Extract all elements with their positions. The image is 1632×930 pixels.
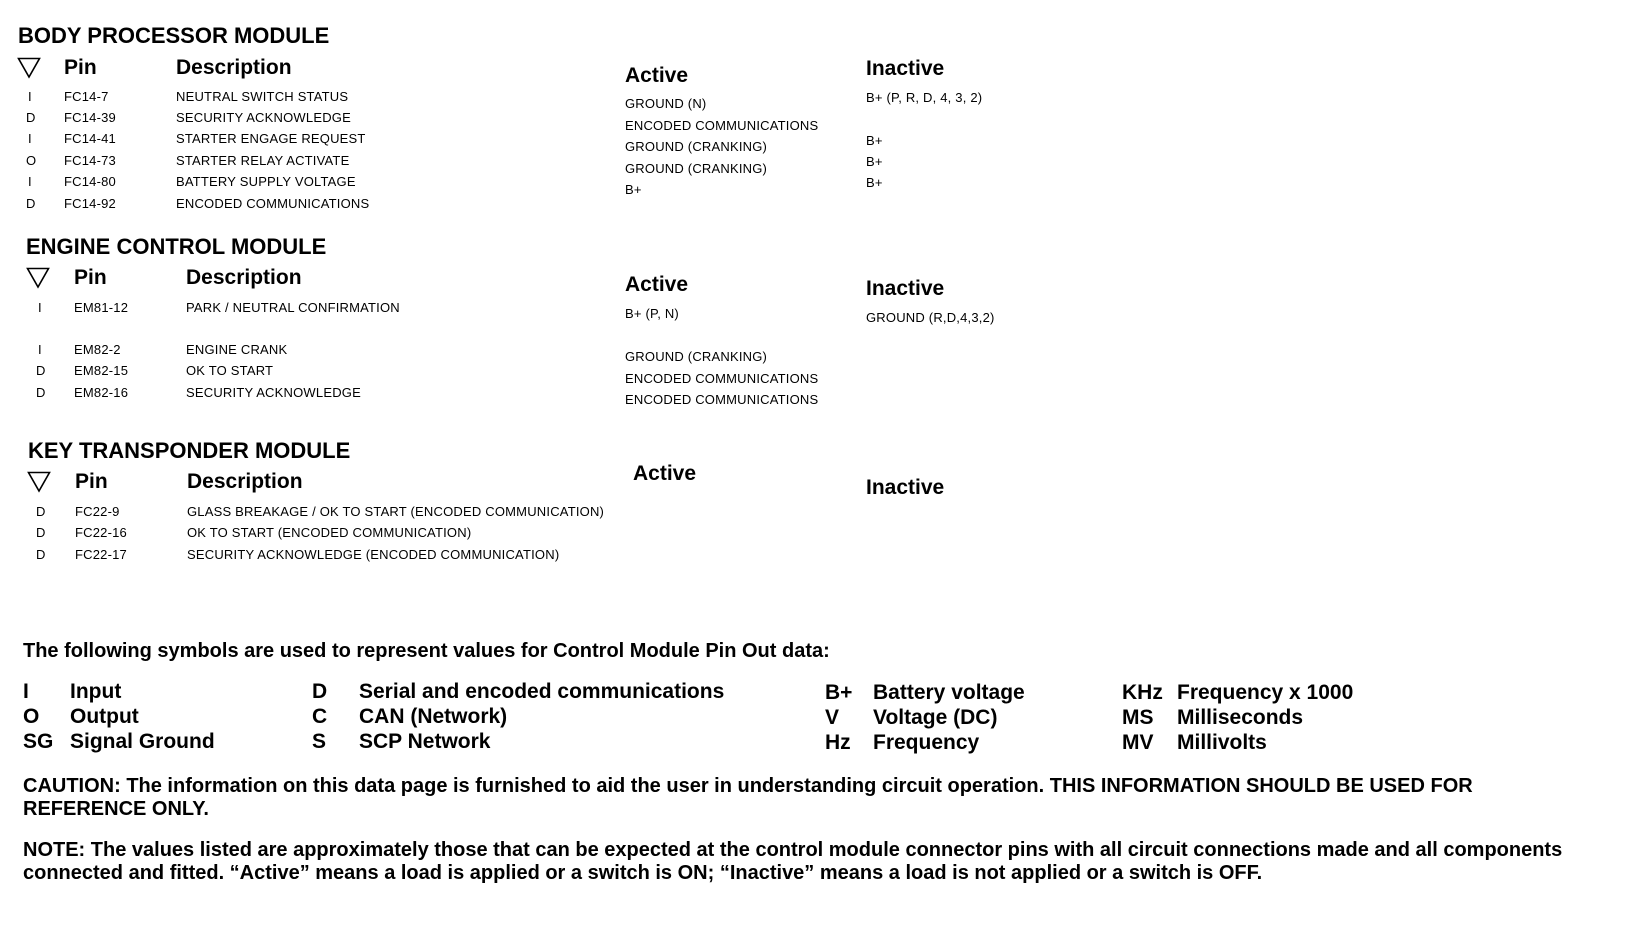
legend-symbol: V: [825, 706, 840, 729]
legend-symbol: D: [312, 680, 328, 703]
row-description: PARK / NEUTRAL CONFIRMATION: [186, 300, 400, 315]
row-type: D: [36, 363, 46, 378]
legend-meaning: Output: [70, 705, 139, 728]
row-description: STARTER RELAY ACTIVATE: [176, 153, 350, 168]
section-title: KEY TRANSPONDER MODULE: [28, 438, 351, 463]
row-pin: FC14-41: [64, 131, 116, 146]
triangle-icon: [17, 57, 41, 79]
section-title: ENGINE CONTROL MODULE: [26, 234, 327, 259]
active-header: Active: [625, 273, 689, 296]
pin-header: Pin: [74, 266, 107, 289]
legend-meaning: Signal Ground: [70, 730, 215, 753]
description-header: Description: [187, 470, 303, 493]
row-active: ENCODED COMMUNICATIONS: [625, 392, 819, 407]
row-inactive: B+: [866, 133, 883, 148]
row-type: I: [28, 174, 32, 189]
row-description: GLASS BREAKAGE / OK TO START (ENCODED COMMUNICATION): [187, 504, 605, 519]
row-type: I: [38, 342, 42, 357]
row-active: GROUND (CRANKING): [625, 349, 768, 364]
row-active: ENCODED COMMUNICATIONS: [625, 118, 819, 133]
row-description: NEUTRAL SWITCH STATUS: [176, 89, 349, 104]
inactive-header: Inactive: [866, 277, 945, 300]
legend-symbol: KHz: [1122, 681, 1163, 704]
inactive-header: Inactive: [866, 476, 945, 499]
row-description: ENGINE CRANK: [186, 342, 288, 357]
row-pin: EM81-12: [74, 300, 129, 315]
inactive-header: Inactive: [866, 57, 945, 80]
description-header: Description: [176, 56, 292, 79]
row-inactive: GROUND (R,D,4,3,2): [866, 310, 995, 325]
row-pin: EM82-2: [74, 342, 121, 357]
row-pin: FC22-17: [75, 547, 127, 562]
legend-meaning: Frequency x 1000: [1177, 681, 1354, 704]
row-pin: FC14-39: [64, 110, 116, 125]
row-type: D: [36, 525, 46, 540]
active-header: Active: [625, 64, 689, 87]
row-pin: FC14-7: [64, 89, 109, 104]
legend-symbol: MV: [1122, 731, 1154, 754]
row-type: D: [36, 547, 46, 562]
caution-text: CAUTION: The information on this data page is furnished to aid the user in understanding circuit operation. THIS INFORMATION SHOULD BE USED FOR REFERENCE ONLY.: [23, 775, 1473, 820]
row-inactive: B+: [866, 175, 883, 190]
row-active: B+ (P, N): [625, 306, 679, 321]
row-type: D: [26, 196, 36, 211]
row-description: STARTER ENGAGE REQUEST: [176, 131, 366, 146]
row-description: OK TO START: [186, 363, 274, 378]
row-active: B+: [625, 182, 642, 197]
row-active: GROUND (CRANKING): [625, 161, 768, 176]
pin-header: Pin: [64, 56, 97, 79]
row-active: GROUND (N): [625, 96, 707, 111]
legend-meaning: Milliseconds: [1177, 706, 1304, 729]
row-type: I: [28, 131, 32, 146]
row-pin: FC14-92: [64, 196, 116, 211]
row-pin: FC22-9: [75, 504, 120, 519]
note-text: NOTE: The values listed are approximately those that can be expected at the control module connector pins with all circuit connections made and all components connected and fitted. “Active” means a load is applied or a switch is ON; “Inactive” means a load is not applied or a switch is OFF.: [23, 839, 1563, 884]
row-description: BATTERY SUPPLY VOLTAGE: [176, 174, 356, 189]
row-pin: FC22-16: [75, 525, 127, 540]
legend-symbol: Hz: [825, 731, 851, 754]
legend-symbol: I: [23, 680, 29, 703]
triangle-icon: [27, 471, 51, 493]
legend-symbol: C: [312, 705, 328, 728]
row-type: D: [36, 504, 46, 519]
legend-meaning: SCP Network: [359, 730, 491, 753]
row-inactive: B+: [866, 154, 883, 169]
legend-meaning: Battery voltage: [873, 681, 1025, 704]
row-type: D: [26, 110, 36, 125]
row-inactive: B+ (P, R, D, 4, 3, 2): [866, 90, 983, 105]
active-header: Active: [633, 462, 697, 485]
row-pin: FC14-80: [64, 174, 116, 189]
row-active: GROUND (CRANKING): [625, 139, 768, 154]
legend-symbol: S: [312, 730, 327, 753]
legend-meaning: Serial and encoded communications: [359, 680, 725, 703]
legend-intro: The following symbols are used to represent values for Control Module Pin Out data:: [23, 640, 830, 662]
row-description: SECURITY ACKNOWLEDGE: [186, 385, 361, 400]
legend-meaning: Frequency: [873, 731, 980, 754]
row-pin: FC14-73: [64, 153, 116, 168]
row-type: O: [26, 153, 37, 168]
legend-meaning: Input: [70, 680, 122, 703]
row-description: SECURITY ACKNOWLEDGE: [176, 110, 351, 125]
row-type: D: [36, 385, 46, 400]
description-header: Description: [186, 266, 302, 289]
row-type: I: [28, 89, 32, 104]
row-description: ENCODED COMMUNICATIONS: [176, 196, 370, 211]
row-pin: EM82-16: [74, 385, 129, 400]
legend-meaning: CAN (Network): [359, 705, 508, 728]
legend-symbol: SG: [23, 730, 54, 753]
section-title: BODY PROCESSOR MODULE: [18, 23, 330, 48]
legend-meaning: Millivolts: [1177, 731, 1267, 754]
pin-header: Pin: [75, 470, 108, 493]
row-active: ENCODED COMMUNICATIONS: [625, 371, 819, 386]
legend-symbol: O: [23, 705, 40, 728]
row-type: I: [38, 300, 42, 315]
row-description: OK TO START (ENCODED COMMUNICATION): [187, 525, 472, 540]
legend-symbol: MS: [1122, 706, 1154, 729]
row-description: SECURITY ACKNOWLEDGE (ENCODED COMMUNICATION): [187, 547, 560, 562]
triangle-icon: [26, 267, 50, 289]
row-pin: EM82-15: [74, 363, 129, 378]
legend-meaning: Voltage (DC): [873, 706, 998, 729]
legend-symbol: B+: [825, 681, 853, 704]
